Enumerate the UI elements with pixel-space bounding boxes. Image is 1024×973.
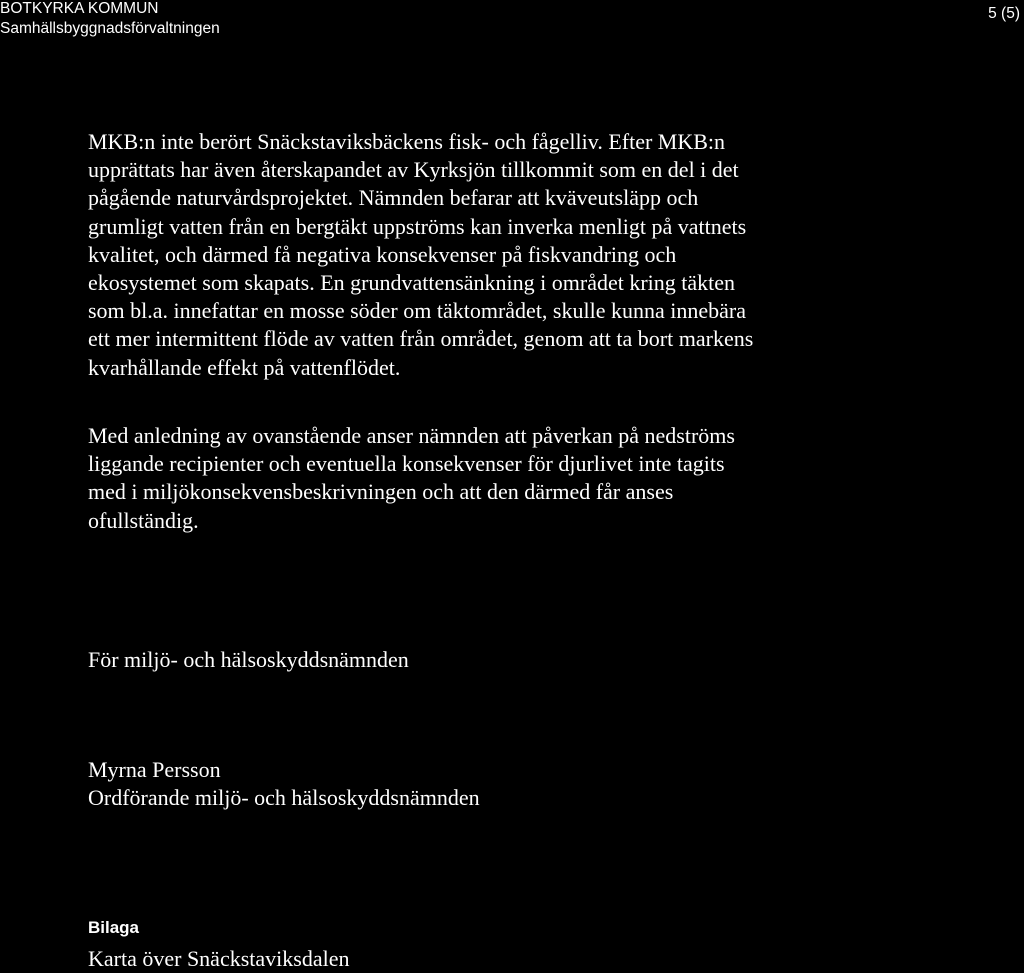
- text-line: kvalitet, och därmed få negativa konsekvenser på fiskvandring och: [88, 241, 677, 267]
- text-line: MKB:n inte berört Snäckstaviksbäckens fisk- och fågelliv. Efter MKB:n: [88, 129, 726, 154]
- organization-name: BOTKYRKA KOMMUN: [0, 0, 159, 17]
- text-line: pågående naturvårdsprojektet. Nämnden befarar att kväveutsläpp och: [88, 185, 699, 211]
- page-number: 5 (5): [988, 5, 1020, 22]
- text-line: grumligt vatten från en bergtäkt uppströms kan inverka menligt på vattnets: [88, 213, 747, 239]
- text-line: med i miljökonsekvensbeskrivningen och att den därmed får anses: [88, 479, 674, 505]
- text-line: liggande recipienter och eventuella konsekvenser för djurlivet inte tagits: [88, 451, 725, 477]
- signer-title: Ordförande miljö- och hälsoskyddsnämnden: [88, 785, 480, 810]
- department-name: Samhällsbyggnadsförvaltningen: [0, 20, 220, 37]
- signoff-line: För miljö- och hälsoskyddsnämnden: [88, 647, 409, 672]
- page-header: [0, 0, 1024, 42]
- text-line: ett mer intermittent flöde av vatten från området, genom att ta bort markens: [88, 326, 754, 352]
- text-line: som bl.a. innefattar en mosse söder om täktområdet, skulle kunna innebära: [88, 298, 746, 324]
- text-line: ofullständig.: [88, 507, 199, 533]
- text-line: kvarhållande effekt på vattenflödet.: [88, 354, 401, 380]
- body-paragraph-1: [88, 128, 878, 382]
- attachment-heading: Bilaga: [88, 918, 140, 937]
- text-line: ekosystemet som skapats. En grundvattensänkning i området kring täkten: [88, 270, 736, 296]
- text-line: Med anledning av ovanstående anser nämnden att påverkan på nedströms: [88, 423, 735, 448]
- signer-name: Myrna Persson: [88, 757, 221, 782]
- body-paragraph-2: [88, 422, 878, 535]
- attachment-item: Karta över Snäckstaviksdalen: [88, 946, 350, 971]
- text-line: upprättats har även återskapandet av Kyrksjön tillkommit som en del i det: [88, 157, 739, 183]
